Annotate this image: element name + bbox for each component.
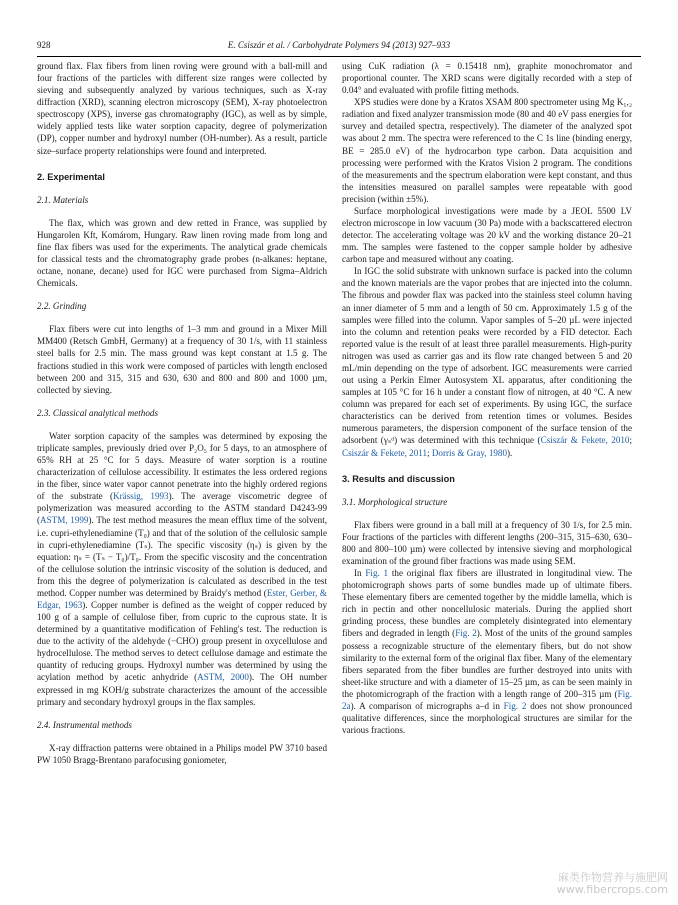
subsection-heading-grinding: 2.2. Grinding: [37, 301, 87, 312]
watermark-line: 麻类作物营养与施肥网: [558, 871, 668, 884]
igc-paragraph: In IGC the solid substrate with unknown surface is packed into the column and the known materials are the vapor probes that are injected into the column. The fibrous and powder flax was packed into the stainless steel column having an inner diameter of 5 mm and a length of 50 cm. Approximately 1.5 g of the samples were filled into the column. Vapor samples of 5–20 µL were injected into the column and retention peaks were recorded by a FID detector. Each reported value is the result of at least three parallel measurements. High-purity nitrogen was used as carrier gas and its flow rate changed between 5 and 20 mL/min depending on the type of adsorbent. IGC measurements were carried out using a Perkin Elmer Autosystem XL apparatus, after conditioning the samples at 105 °C for 16 h under a constant flow of nitrogen, at 40 °C. A new column was prepared for each set of experiments. By using IGC, the surface characteristics can be derived from retention times or volumes. Besides numerous parameters, the dispersion component of the surface tension of the adsorbent (γₛᵈ) was determined with this technique (Csiszár & Fekete, 2010; Csiszár & Fekete, 2011; Dorris & Gray, 1980).: [342, 266, 632, 458]
header-rule: [37, 56, 641, 57]
watermark-line: www.fibercrops.com: [556, 883, 668, 896]
grinding-paragraph: Flax fibers were cut into lengths of 1–3 mm and ground in a Mixer Mill MM400 (Retsch GmbH, Germany) at a frequency of 30 1/s, with 11 stainless steel balls for 2.5 min. The mass ground was kept constant at 1.5 g. The fractions studied in this work were composed of particles with length enclosed between 200 and 315, 315 and 630, 630 and 800 and 800 and 1000 µm, collected by sieving.: [37, 324, 327, 395]
citation-link[interactable]: Csiszár & Fekete, 2010: [540, 435, 630, 446]
section-heading-results: 3. Results and discussion: [342, 473, 455, 484]
figure-link[interactable]: Fig. 1: [365, 568, 389, 579]
subsection-heading-morphological-structure: 3.1. Morphological structure: [342, 496, 448, 507]
instrumental-methods-paragraph: X-ray diffraction patterns were obtained in a Philips model PW 3710 based PW 1050 Bragg-Brentano parafocusing goniometer,: [37, 742, 327, 765]
right-column: [342, 60, 632, 736]
citation-link[interactable]: ASTM, 1999: [40, 515, 89, 526]
intro-paragraph: ground flax. Flax fibers from linen roving were ground with a ball-mill and four fractions of the particles with different size ranges were collected by sieving and subsequently analyzed by various techniques, such as X-ray diffraction (XRD), scanning electron microscopy (SEM), X-ray photoelectron spectroscopy (XPS), inverse gas chromatography (IGC), as well as by simple, widely applied tests like water sorption capacity, degree of polymerization (DP), copper number and hydroxyl number (OH-number). As a result, particle size–surface property relationships were found and interpreted.: [37, 61, 327, 156]
page-header: [37, 40, 641, 54]
figure-link[interactable]: Fig. 2: [503, 700, 527, 711]
xrd-paragraph: using CuK radiation (λ = 0.15418 nm), graphite monochromator and proportional counter. The XRD scans were digitally recorded with a step of 0.04° and evaluated with profile fitting methods.: [342, 61, 632, 96]
sem-paragraph: Surface morphological investigations were made by a JEOL 5500 LV electron microscope in low vacuum (30 Pa) mode with a backscattered electron detector. The accelerating voltage was 20 kV and the working distance 20–21 mm. The samples were fastened to the copper sample holder by adhesive carbon tape and measured without any coating.: [342, 205, 632, 265]
subsection-heading-instrumental-methods: 2.4. Instrumental methods: [37, 719, 132, 730]
xps-paragraph: XPS studies were done by a Kratos XSAM 800 spectrometer using Mg K₁,₂ radiation and fixed analyzer transmission mode (80 and 40 eV pass energies for survey and detailed spectra, respectively). The diameter of the analyzed spot was about 2 mm. The spectra were referenced to the C 1s line (binding energy, BE = 285.0 eV) of the hydrocarbon type carbon. Data acquisition and processing were performed with the Kratos Vision 2 program. The conditions of the measurements and the spectrum elaboration were kept constant, and thus the intensities measured on parallel samples were repeatable with good precision (within ±5%).: [342, 97, 632, 204]
subsection-heading-classical-methods: 2.3. Classical analytical methods: [37, 407, 158, 418]
morphology-paragraph: Flax fibers were ground in a ball mill at a frequency of 30 1/s, for 2.5 min. Four fractions of the particles with different lengths (200–315, 315–630, 630–800 and 800–100 µm) were collected by intensive sieving and morphological examination of the ground fiber fractions was made using SEM.: [342, 519, 632, 566]
figure-link[interactable]: Fig. 2: [455, 628, 477, 639]
figure-discussion-paragraph: In Fig. 1 the original flax fibers are illustrated in longitudinal view. The photomicrograph shows parts of some bundles made up of ultimate fibers. These elementary fibers are cemented together by the middle lamella, which is rich in pectin and other noncellulosic materials. During the applied short grinding process, these bundles are completely disintegrated into elementary fibers and degraded in length (Fig. 2). Most of the units of the ground samples possess a recognizable structure of the elementary fibers, but do not show similarity to the external form of the original flax fiber. Many of the elementary fibers separated from the fiber bundles are further destroyed into units with sheet-like structure and with a diameter of 15–25 µm, as can be seen mainly in the photomicrograph of the fraction with a length range of 200–315 µm (Fig. 2a). A comparison of micrographs a–d in Fig. 2 does not show pronounced qualitative differences, since the morphological structures are similar for the various fractions.: [342, 568, 632, 736]
classical-methods-paragraph: Water sorption capacity of the samples was determined by exposing the triplicate samples, previously dried over P₂O₅ for 5 days, to an atmosphere of 65% RH at 25 °C for 5 days. Measure of water sorption is a routine characterization of cellulose accessibility. It estimates the less ordered regions in the fiber, since water vapor cannot penetrate into the highly ordered regions of the substrate (Krässig, 1993). The average viscometric degree of polymerization was measured according to the ASTM standard D4243-99 (ASTM, 1999). The test method measures the mean efflux time of the solvent, i.e. cupri-ethylenediamine (T₀) and that of the solution of the cellulosic sample in cupri-ethylenediamine (Tₛ). The specific viscosity (ηₛ) is given by the equation: ηₛ = (Tₛ − T₀)/T₀. From the specific viscosity and the concentration of the cellulose solution the intrinsic viscosity of the solution is deduced, and from this the degree of polymerization is calculated as described in the test method. Copper number was determined by Braidy's method (Ester, Gerber, & Edgar, 1963). Copper number is defined as the weight of copper reduced by 100 g of a sample of cellulose fiber, from cupric to the cuprous state. It is determined by a quantitative modification of Fehling's test. The reduction is due to the activity of the aldehyde (−CHO) group present in oxycellulose and hydrocellulose. The method serves to detect cellulose damage and estimate the quantity of reducing groups. Hydroxyl number was determined by using the acylation method by acetic anhydride (ASTM, 2000). The OH number expressed in mg KOH/g substrate characterizes the amount of the accessible primary and secondary hydroxyl groups in the flax samples.: [37, 430, 328, 707]
page-number: 928: [37, 40, 51, 50]
figure-link[interactable]: Fig. 2a: [342, 688, 632, 711]
citation-link[interactable]: Dorris & Gray, 1980: [431, 447, 508, 458]
subsection-heading-materials: 2.1. Materials: [37, 194, 89, 205]
section-heading-experimental: 2. Experimental: [37, 171, 105, 182]
citation-link[interactable]: Csiszár & Fekete, 2011: [342, 447, 428, 458]
watermark: [557, 872, 668, 896]
citation-link[interactable]: ASTM, 2000: [197, 672, 249, 683]
running-title: E. Csiszár et al. / Carbohydrate Polymers 94 (2013) 927–933: [227, 40, 451, 50]
left-column: [37, 60, 327, 766]
citation-link[interactable]: Ester, Gerber, & Edgar, 1963: [37, 587, 327, 610]
citation-link[interactable]: Krässig, 1993: [113, 491, 169, 502]
materials-paragraph: The flax, which was grown and dew retted in France, was supplied by Hungarolen Kft, Komárom, Hungary. Raw linen roving made from long and fine flax fibers was used for the experiments. The analytical grade chemicals for classical tests and the chromatography grade probes (n-alkanes: heptane, octane, nonane, decane) used for IGC were purchased from Sigma–Aldrich Chemicals.: [37, 217, 327, 289]
